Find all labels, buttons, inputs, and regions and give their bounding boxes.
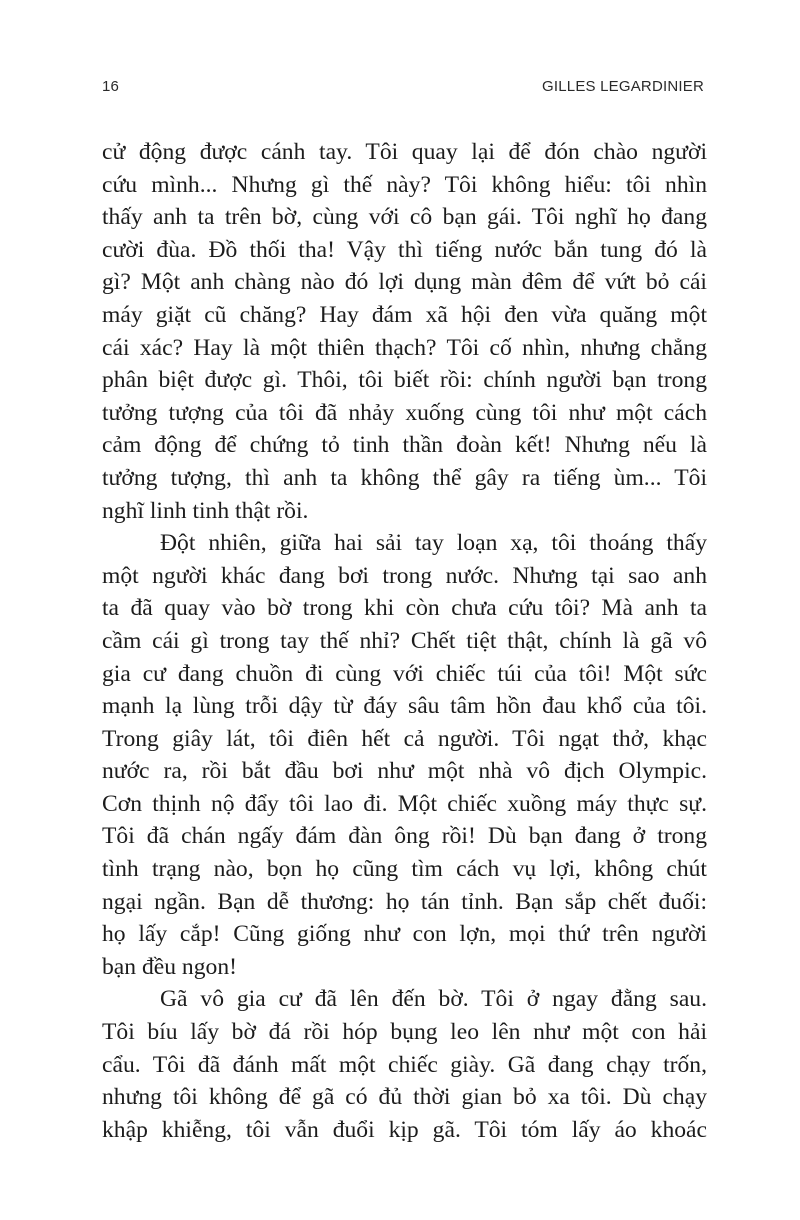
running-header	[102, 78, 704, 95]
text-line: thấy anh ta trên bờ, cùng với cô bạn gái. Tôi nghĩ họ đang	[102, 204, 707, 231]
paragraph-3	[102, 983, 707, 1146]
text-line: Gã vô gia cư đã lên đến bờ. Tôi ở ngay đằng sau.	[160, 986, 707, 1013]
text-line: cảm động để chứng tỏ tinh thần đoàn kết! Nhưng nếu là	[102, 432, 707, 459]
page-body-text	[102, 136, 707, 1146]
text-line: cầm cái gì trong tay thế nhỉ? Chết tiệt thật, chính là gã vô	[102, 627, 707, 654]
paragraph-1	[102, 136, 707, 527]
text-line: họ lấy cắp! Cũng giống như con lợn, mọi thứ trên người	[102, 921, 707, 948]
text-line: cái xác? Hay là một thiên thạch? Tôi cố nhìn, nhưng chẳng	[102, 334, 707, 361]
text-line: gia cư đang chuồn đi cùng với chiếc túi của tôi! Một sức	[102, 660, 707, 687]
text-line: mạnh lạ lùng trỗi dậy từ đáy sâu tâm hồn đau khổ của tôi.	[102, 693, 707, 720]
text-line: gì? Một anh chàng nào đó lợi dụng màn đêm để vứt bỏ cái	[102, 269, 707, 296]
text-line: cứu mình... Nhưng gì thế này? Tôi không hiểu: tôi nhìn	[102, 171, 707, 198]
text-line: Cơn thịnh nộ đẩy tôi lao đi. Một chiếc xuồng máy thực sự.	[102, 790, 707, 817]
text-line: tưởng tượng của tôi đã nhảy xuống cùng tôi như một cách	[102, 399, 707, 426]
text-line: ngại ngần. Bạn dễ thương: họ tán tỉnh. Bạn sắp chết đuối:	[102, 888, 707, 915]
text-line: Đột nhiên, giữa hai sải tay loạn xạ, tôi thoáng thấy	[160, 530, 707, 557]
text-line: Tôi đã chán ngấy đám đàn ông rồi! Dù bạn đang ở trong	[102, 823, 707, 850]
text-line: bạn đều ngon!	[102, 953, 237, 980]
text-line: nước ra, rồi bắt đầu bơi như một nhà vô địch Olympic.	[102, 758, 707, 785]
text-line: tưởng tượng, thì anh ta không thể gây ra tiếng ùm... Tôi	[102, 464, 707, 491]
text-line: phân biệt được gì. Thôi, tôi biết rồi: chính người bạn trong	[102, 367, 707, 394]
text-line: nhưng tôi không để gã có đủ thời gian bỏ xa tôi. Dù chạy	[102, 1084, 707, 1111]
text-line: cẩu. Tôi đã đánh mất một chiếc giày. Gã đang chạy trốn,	[102, 1051, 707, 1078]
text-line: nghĩ linh tinh thật rồi.	[102, 497, 309, 524]
text-line: Trong giây lát, tôi điên hết cả người. Tôi ngạt thở, khạc	[102, 725, 707, 752]
text-line: một người khác đang bơi trong nước. Nhưng tại sao anh	[102, 562, 707, 589]
paragraph-2	[102, 527, 707, 983]
text-line: tình trạng nào, bọn họ cũng tìm cách vụ lợi, không chút	[102, 856, 707, 883]
text-line: ta đã quay vào bờ trong khi còn chưa cứu tôi? Mà anh ta	[102, 595, 707, 622]
text-line: máy giặt cũ chăng? Hay đám xã hội đen vừa quăng một	[102, 301, 707, 328]
text-line: cử động được cánh tay. Tôi quay lại để đón chào người	[102, 139, 707, 165]
page-number: 16	[102, 78, 120, 95]
text-line: khập khiễng, tôi vẫn đuổi kịp gã. Tôi tóm lấy áo khoác	[102, 1116, 707, 1143]
text-line: cười đùa. Đồ thối tha! Vậy thì tiếng nước bắn tung đó là	[102, 236, 707, 263]
text-line: Tôi bíu lấy bờ đá rồi hóp bụng leo lên như một con hải	[102, 1019, 707, 1046]
author-name: GILLES LEGARDINIER	[542, 78, 704, 95]
